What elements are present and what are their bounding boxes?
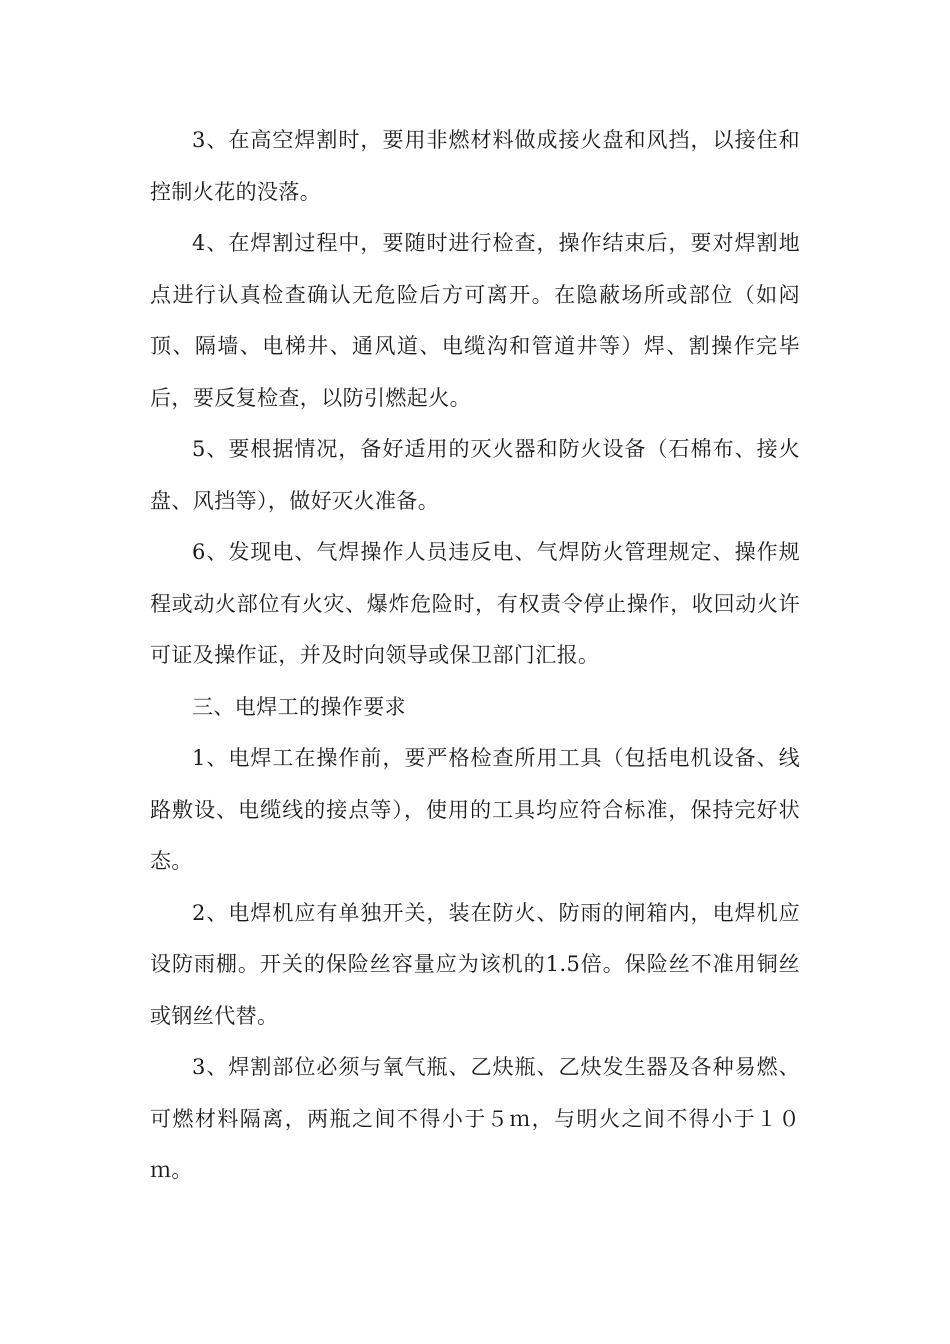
paragraph-item-5-extinguisher: 5、要根据情况，备好适用的灭火器和防火设备（石棉布、接火盘、风挡等），做好灭火准备。 [150, 437, 800, 513]
document-page [150, 115, 800, 1197]
paragraph-welder-item-3: 3、焊割部位必须与氧气瓶、乙炔瓶、乙炔发生器及各种易燃、可燃材料隔离，两瓶之间不得小于５ｍ，与明火之间不得小于１０ｍ。 [150, 1055, 800, 1182]
paragraph-item-3-high-altitude: 3、在高空焊割时，要用非燃材料做成接火盘和风挡，以接住和控制火花的没落。 [150, 128, 800, 204]
paragraph-welder-item-2: 2、电焊机应有单独开关，装在防火、防雨的闸箱内，电焊机应设防雨棚。开关的保险丝容量应为该机的1.5倍。保险丝不准用铜丝或钢丝代替。 [150, 900, 800, 1028]
section-heading-welder-requirements: 三、电焊工的操作要求 [192, 694, 406, 719]
paragraph-welder-item-1: 1、电焊工在操作前，要严格检查所用工具（包括电机设备、线路敷设、电缆线的接点等），使用的工具均应符合标准，保持完好状态。 [150, 746, 800, 873]
paragraph-item-6-violation: 6、发现电、气焊操作人员违反电、气焊防火管理规定、操作规程或动火部位有火灾、爆炸危险时，有权责令停止操作，收回动火许可证及操作证，并及时向领导或保卫部门汇报。 [150, 540, 800, 667]
paragraph-item-4-inspection: 4、在焊割过程中，要随时进行检查，操作结束后，要对焊割地点进行认真检查确认无危险后方可离开。在隐蔽场所或部位（如闷顶、隔墙、电梯井、通风道、电缆沟和管道井等）焊、割操作完毕后，要反复检查，以防引燃起火。 [150, 231, 800, 410]
